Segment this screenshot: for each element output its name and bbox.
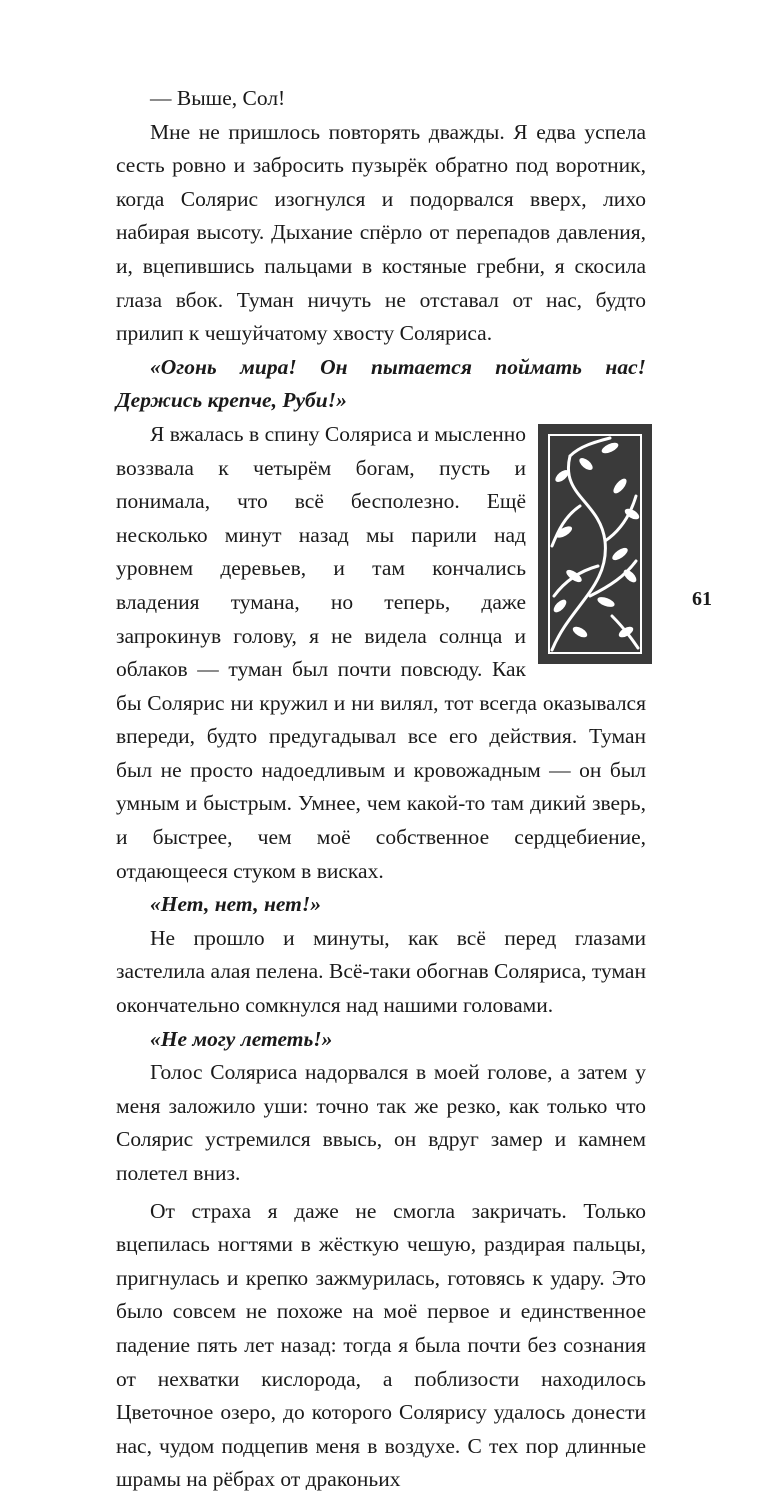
paragraph: Мне не пришлось повторять дважды. Я едва успела сесть ровно и забросить пузырёк обратно под воротник, когда Солярис изогнулся и подорвался вверх, лихо набирая высоту. Дыхание спёрло от перепадов давления, и, вцепившись пальцами в костяные гребни, я скосила глаза вбок. Туман ничуть не отставал от нас, будто прилип к чешуйчатому хвосту Соляриса. xyxy=(116,119,646,346)
paragraph-telepathic-speech: «Нет, нет, нет!» xyxy=(150,892,321,917)
paragraph: Голос Соляриса надорвался в моей голове, а затем у меня заложило уши: точно так же резко, как только что Солярис устремился ввысь, он вдруг замер и камнем полетел вниз. xyxy=(116,1060,646,1185)
leaf-branch-ornament-icon xyxy=(538,424,652,664)
paragraph: Не прошло и минуты, как всё перед глазами застелила алая пелена. Всё-таки обогнав Соляриса, туман окончательно сомкнулся над нашими головами. xyxy=(116,925,646,1018)
paragraph: От страха я даже не смогла закричать. Только вцепилась ногтями в жёсткую чешую, раздирая пальцы, пригнулась и крепко зажмурилась, готовясь к удару. Это было совсем не похоже на моё первое и единственное падение пять лет назад: тогда я была почти без сознания от нехватки кислорода, а поблизости находилось Цветочное озеро, до которого Солярису удалось донести нас, чудом подцепив меня в воздухе. С тех пор длинные шрамы на рёбрах от драконьих xyxy=(116,1198,646,1492)
page-number: 61 xyxy=(692,588,712,610)
text-block xyxy=(116,82,646,1492)
paragraph-dialogue: — Выше, Сол! xyxy=(150,86,286,110)
paragraph-telepathic-speech: «Не могу лететь!» xyxy=(150,1026,333,1051)
paragraph-telepathic-speech: «Огонь мира! Он пытается поймать нас! Держись крепче, Руби!» xyxy=(116,354,646,413)
paragraph: Я вжалась в спину Соляриса и мысленно воззвала к четырём богам, пусть и понимала, что всё бесполезно. Ещё несколько минут назад мы парили над уровнем деревьев, и там кончались владения тумана, но теперь, даже запрокинув голову, я не видела солнца и облаков — туман был почти повсюду. Как бы Солярис ни кружил и ни вилял, тот всегда оказывался впереди, будто предугадывал все его действия. Туман был не просто надоедливым и кровожадным — он был умным и быстрым. Умнее, чем какой-то там дикий зверь, и быстрее, чем моё собственное сердцебиение, отдающееся стуком в висках. xyxy=(116,421,646,883)
